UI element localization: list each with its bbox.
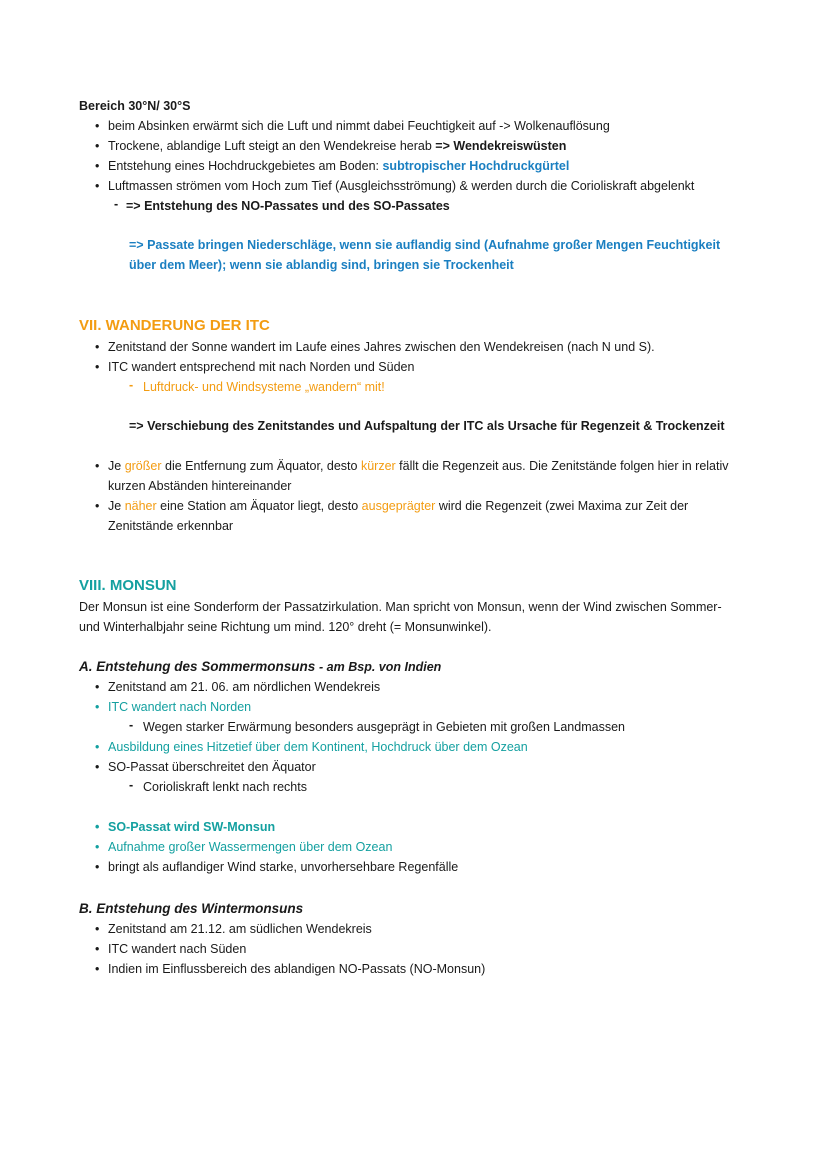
list-item-text: ITC wandert nach Norden <box>108 700 252 714</box>
sub-list-item <box>79 717 749 737</box>
list-item <box>79 357 749 377</box>
list-item <box>79 817 749 837</box>
highlight-word: näher <box>124 499 157 513</box>
sub-list-item <box>79 196 749 216</box>
itc-note: => Verschiebung des Zenitstandes und Aufspaltung der ITC als Ursache für Regenzeit & Trockenzeit <box>129 419 725 433</box>
list-item-text: Zenitstand am 21. 06. am nördlichen Wendekreis <box>108 680 381 694</box>
intro-line: Der Monsun ist eine Sonderform der Passatzirkulation. Man spricht von Monsun, wenn der Wind zwischen Sommer- <box>79 600 722 614</box>
monsun-intro <box>79 597 749 637</box>
list-item-text: die Entfernung zum Äquator, desto <box>161 459 361 473</box>
list-item <box>79 737 749 757</box>
sub-list-item <box>79 377 749 397</box>
highlight-word: größer <box>124 459 162 473</box>
passate-note <box>79 235 749 275</box>
list-item <box>79 857 749 877</box>
list-item-text: beim Absinken erwärmt sich die Luft und nimmt dabei Feuchtigkeit auf -> Wolkenauflösung <box>108 119 610 133</box>
list-item-text: Trockene, ablandige Luft steigt an den Wendekreise herab <box>108 139 436 153</box>
list-item <box>79 697 749 717</box>
list-item-emphasis: subtropischer Hochdruckgürtel <box>382 159 570 173</box>
list-item <box>79 959 749 979</box>
sub-list-item-text: Wegen starker Erwärmung besonders ausgeprägt in Gebieten mit großen Landmassen <box>143 720 625 734</box>
list-item-text: kurzen Abständen hintereinander <box>108 479 292 493</box>
list-item-text: SO-Passat wird SW-Monsun <box>108 820 276 834</box>
list-item-text: SO-Passat überschreitet den Äquator <box>108 760 316 774</box>
list-item-text: Zenitstand am 21.12. am südlichen Wendekreis <box>108 922 372 936</box>
highlight-word: ausgeprägter <box>361 499 436 513</box>
list-item-text: ITC wandert nach Süden <box>108 942 247 956</box>
list-item <box>79 456 749 496</box>
document-page <box>79 96 749 979</box>
subsection-title-text: A. Entstehung des Sommermonsuns <box>79 659 320 674</box>
sub-list-item-text: Corioliskraft lenkt nach rechts <box>143 780 307 794</box>
list-item-text: fällt die Regenzeit aus. Die Zenitstände folgen hier in relativ <box>395 459 729 473</box>
subsection-title-note: - am Bsp. von Indien <box>319 660 442 674</box>
section-heading-30n-30s: Bereich 30°N/ 30°S <box>79 99 191 113</box>
list-item <box>79 337 749 357</box>
list-item <box>79 156 749 176</box>
list-item <box>79 939 749 959</box>
list-item <box>79 136 749 156</box>
list-item-emphasis: => Wendekreiswüsten <box>435 139 567 153</box>
list-item-text: Zenitstände erkennbar <box>108 519 234 533</box>
section-vii-list-2 <box>79 456 749 536</box>
list-item-text: eine Station am Äquator liegt, desto <box>156 499 362 513</box>
list-item <box>79 496 749 536</box>
list-item <box>79 176 749 196</box>
highlight-word: kürzer <box>360 459 396 473</box>
section-title-vii: VII. WANDERUNG DER ITC <box>79 317 270 334</box>
list-item-text: Aufnahme großer Wassermengen über dem Ozean <box>108 840 393 854</box>
list-item <box>79 116 749 136</box>
intro-line: und Winterhalbjahr seine Richtung um mind. 120° dreht (= Monsunwinkel). <box>79 620 492 634</box>
sub-list-item-text: Luftdruck- und Windsysteme „wandern“ mit! <box>143 380 385 394</box>
section-vii-list <box>79 337 749 397</box>
sub-list-item <box>79 777 749 797</box>
list-item <box>79 837 749 857</box>
subsection-a-list-2 <box>79 817 749 877</box>
list-item-text: bringt als auflandiger Wind starke, unvorhersehbare Regenfälle <box>108 860 459 874</box>
note-line: => Passate bringen Niederschläge, wenn sie auflandig sind (Aufnahme großer Mengen Feuchtigkeit <box>129 238 721 252</box>
list-item-text: Je <box>108 459 125 473</box>
list-item-text: ITC wandert entsprechend mit nach Norden und Süden <box>108 360 415 374</box>
note-line: über dem Meer); wenn sie ablandig sind, bringen sie Trockenheit <box>129 258 514 272</box>
list-item-text: Ausbildung eines Hitzetief über dem Kontinent, Hochdruck über dem Ozean <box>108 740 528 754</box>
subsection-a-list <box>79 677 749 797</box>
section-30-list <box>79 116 749 216</box>
section-title-viii: VIII. MONSUN <box>79 577 177 594</box>
list-item-text: Zenitstand der Sonne wandert im Laufe eines Jahres zwischen den Wendekreisen (nach N und S). <box>108 340 655 354</box>
list-item-text: Indien im Einflussbereich des ablandigen NO-Passats (NO-Monsun) <box>108 962 486 976</box>
list-item-text: Je <box>108 499 125 513</box>
list-item-text: wird die Regenzeit (zwei Maxima zur Zeit der <box>435 499 689 513</box>
list-item <box>79 677 749 697</box>
sub-list-item-text: => Entstehung des NO-Passates und des SO-Passates <box>126 199 450 213</box>
subsection-b-list <box>79 919 749 979</box>
subsection-title-b: B. Entstehung des Wintermonsuns <box>79 901 304 916</box>
subsection-title-a <box>79 657 749 677</box>
list-item <box>79 757 749 777</box>
list-item-text: Entstehung eines Hochdruckgebietes am Boden: <box>108 159 383 173</box>
list-item <box>79 919 749 939</box>
list-item-text: Luftmassen strömen vom Hoch zum Tief (Ausgleichsströmung) & werden durch die Corioliskraft abgelenkt <box>108 179 695 193</box>
